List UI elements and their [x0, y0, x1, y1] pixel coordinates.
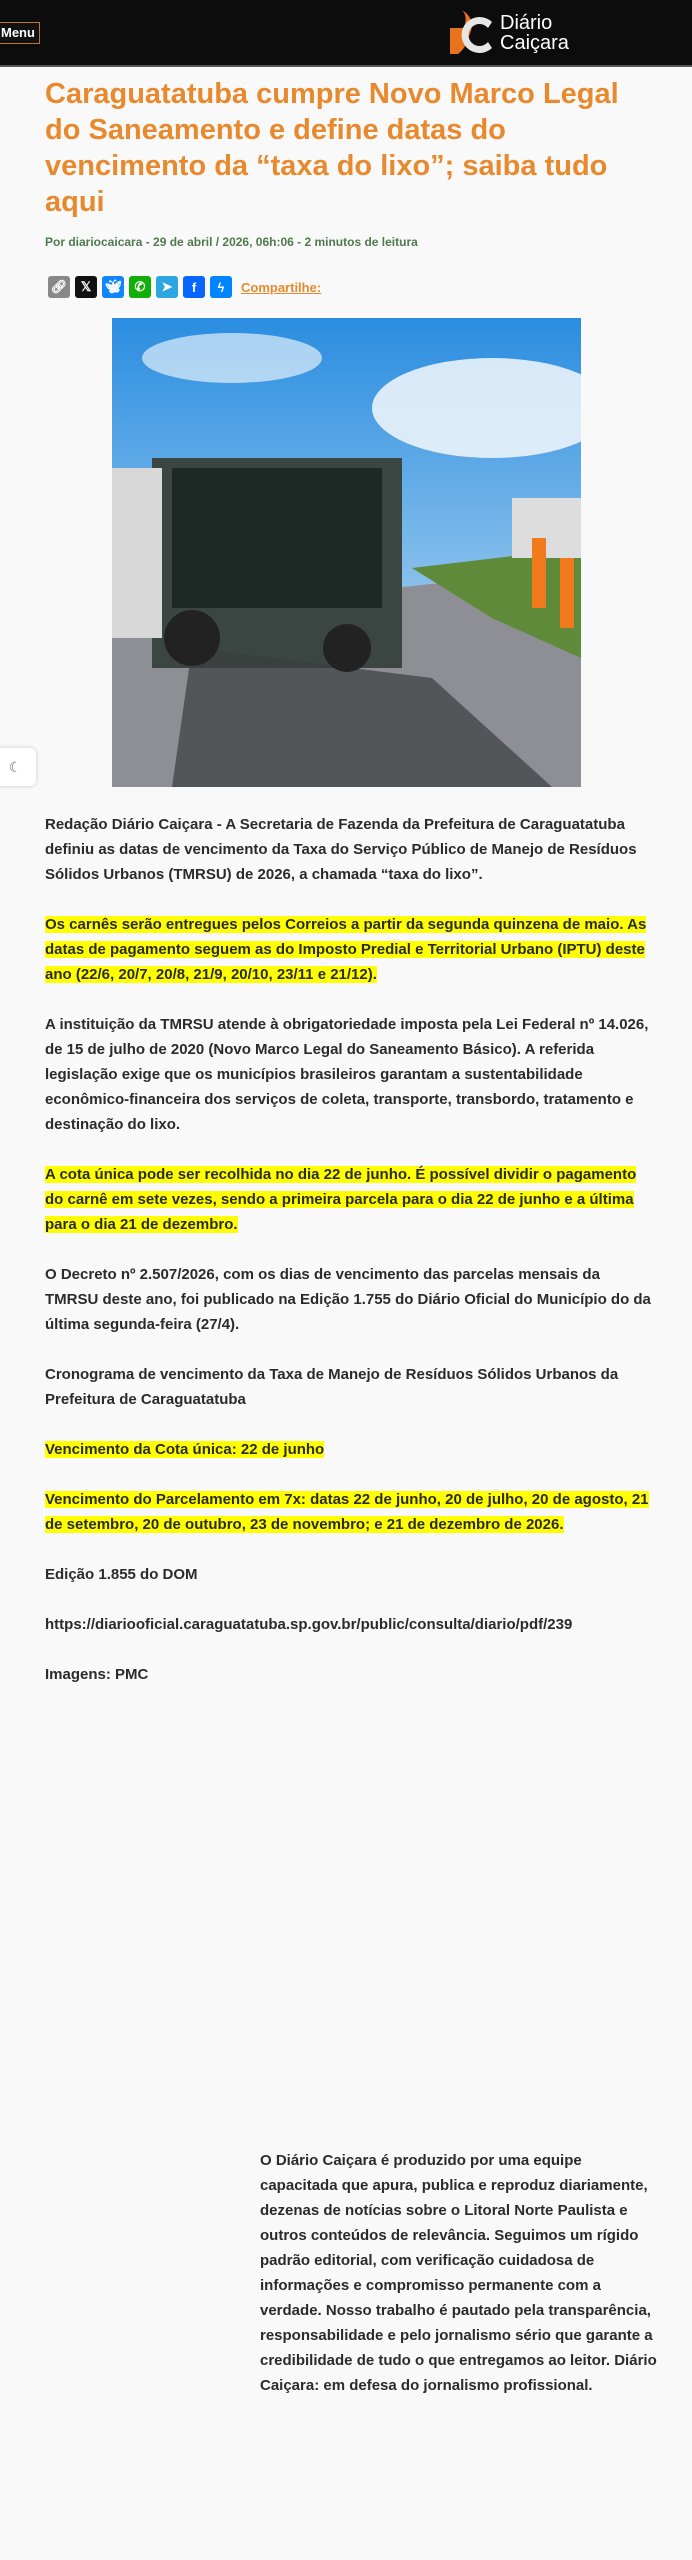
dark-mode-toggle[interactable] [0, 748, 36, 786]
telegram-icon[interactable]: ➤ [156, 276, 178, 298]
x-icon[interactable]: 𝕏 [75, 276, 97, 298]
facebook-icon[interactable]: f [183, 276, 205, 298]
article-title: Caraguatatuba cumpre Novo Marco Legal do Saneamento e define datas do vencimento da “taxa do lixo”; saiba tudo aqui [45, 78, 619, 218]
moon-icon: ☾ [8, 758, 22, 775]
messenger-icon[interactable]: ϟ [210, 276, 232, 298]
whatsapp-icon[interactable]: ✆ [129, 276, 151, 298]
bluesky-icon[interactable]: 🦋︎ [102, 276, 124, 298]
link-icon[interactable]: 🔗︎ [48, 276, 70, 298]
footer-about-text: O Diário Caiçara é produzido por uma equipe capacitada que apura, publica e reproduz diariamente, dezenas de notícias sobre o Litoral Norte Paulista e outros conteúdos de relevância. Seguimos um rígido padrão editorial, com verificação cuidadosa de informações e compromisso permanente com a verdade. Nosso trabalho é pautado pela transparência, responsabilidade e pelo jornalismo sério que garante a credibilidade de tudo o que entregamos ao leitor. Diário Caiçara: em defesa do jornalismo profissional. [260, 2152, 657, 2394]
share-bar [48, 276, 692, 298]
article-paragraph [45, 1162, 655, 1237]
share-label[interactable]: Compartilhe: [241, 279, 322, 295]
logo-line1: Diário [500, 12, 553, 34]
article-paragraph [45, 912, 655, 987]
article-paragraph [45, 1562, 655, 1587]
highlighted-text: A cota única pode ser recolhida no dia 22 de junho. É possível dividir o pagamento do carnê em sete vezes, sendo a primeira parcela para o dia 22 de junho e a última para o dia 21 de dezembro. [45, 1166, 637, 1233]
highlighted-text: Vencimento da Cota única: 22 de junho [45, 1441, 325, 1458]
article-paragraph [45, 812, 655, 887]
paragraph-text: Imagens: PMC [45, 1666, 149, 1683]
menu-button[interactable]: Menu [0, 22, 40, 44]
article-paragraph [45, 1487, 655, 1537]
paragraph-text: O Decreto nº 2.507/2026, com os dias de vencimento das parcelas mensais da TMRSU deste ano, foi publicado na Edição 1.755 do Diário Oficial do Município do da última segunda-feira (27/4). [45, 1266, 651, 1333]
paragraph-text: A instituição da TMRSU atende à obrigatoriedade imposta pela Lei Federal nº 14.026, de 15 de julho de 2020 (Novo Marco Legal do Saneamento Básico). A referida legislação exige que os municípios brasileiros garantam a sustentabilidade econômico-financeira dos serviços de coleta, transporte, transbordo, tratamento e destinação do lixo. [45, 1016, 649, 1133]
paragraph-text: Edição 1.855 do DOM [45, 1566, 198, 1583]
paragraph-text: Redação Diário Caiçara - A Secretaria de Fazenda da Prefeitura de Caraguatatuba definiu as datas de vencimento da Taxa do Serviço Público de Manejo de Resíduos Sólidos Urbanos (TMRSU) de 2026, a chamada “taxa do lixo”. [45, 816, 637, 883]
article-column [0, 76, 692, 1712]
site-header [0, 0, 692, 67]
highlighted-text: Os carnês serão entregues pelos Correios a partir da segunda quinzena de maio. As datas de pagamento seguem as do Imposto Predial e Territorial Urbano (IPTU) deste ano (22/6, 20/7, 20/8, 21/9, 20/10, 23/11 e 21/12). [45, 916, 647, 983]
site-logo[interactable] [444, 8, 569, 58]
article-paragraph [45, 1262, 655, 1337]
logo-line2: Caiçara [500, 32, 569, 54]
logo-flame-icon [444, 8, 494, 58]
article-paragraph [45, 1437, 655, 1462]
article-paragraph [45, 1012, 655, 1137]
article-meta: Por diariocaicara - 29 de abril / 2026, 06h:06 - 2 minutos de leitura [45, 235, 418, 249]
article-paragraph [45, 1662, 655, 1687]
highlighted-text: Vencimento do Parcelamento em 7x: datas 22 de junho, 20 de julho, 20 de agosto, 21 de setembro, 20 de outubro, 23 de novembro; e 21 de dezembro de 2026. [45, 1491, 649, 1533]
article-paragraph [45, 1362, 655, 1412]
article-body [45, 812, 655, 1687]
paragraph-text: Cronograma de vencimento da Taxa de Manejo de Resíduos Sólidos Urbanos da Prefeitura de Caraguatatuba [45, 1366, 619, 1408]
paragraph-text: https://diariooficial.caraguatatuba.sp.gov.br/public/consulta/diario/pdf/239 [45, 1616, 573, 1633]
article-photo-garbage-truck [112, 318, 581, 787]
dom-link[interactable] [45, 1612, 655, 1637]
